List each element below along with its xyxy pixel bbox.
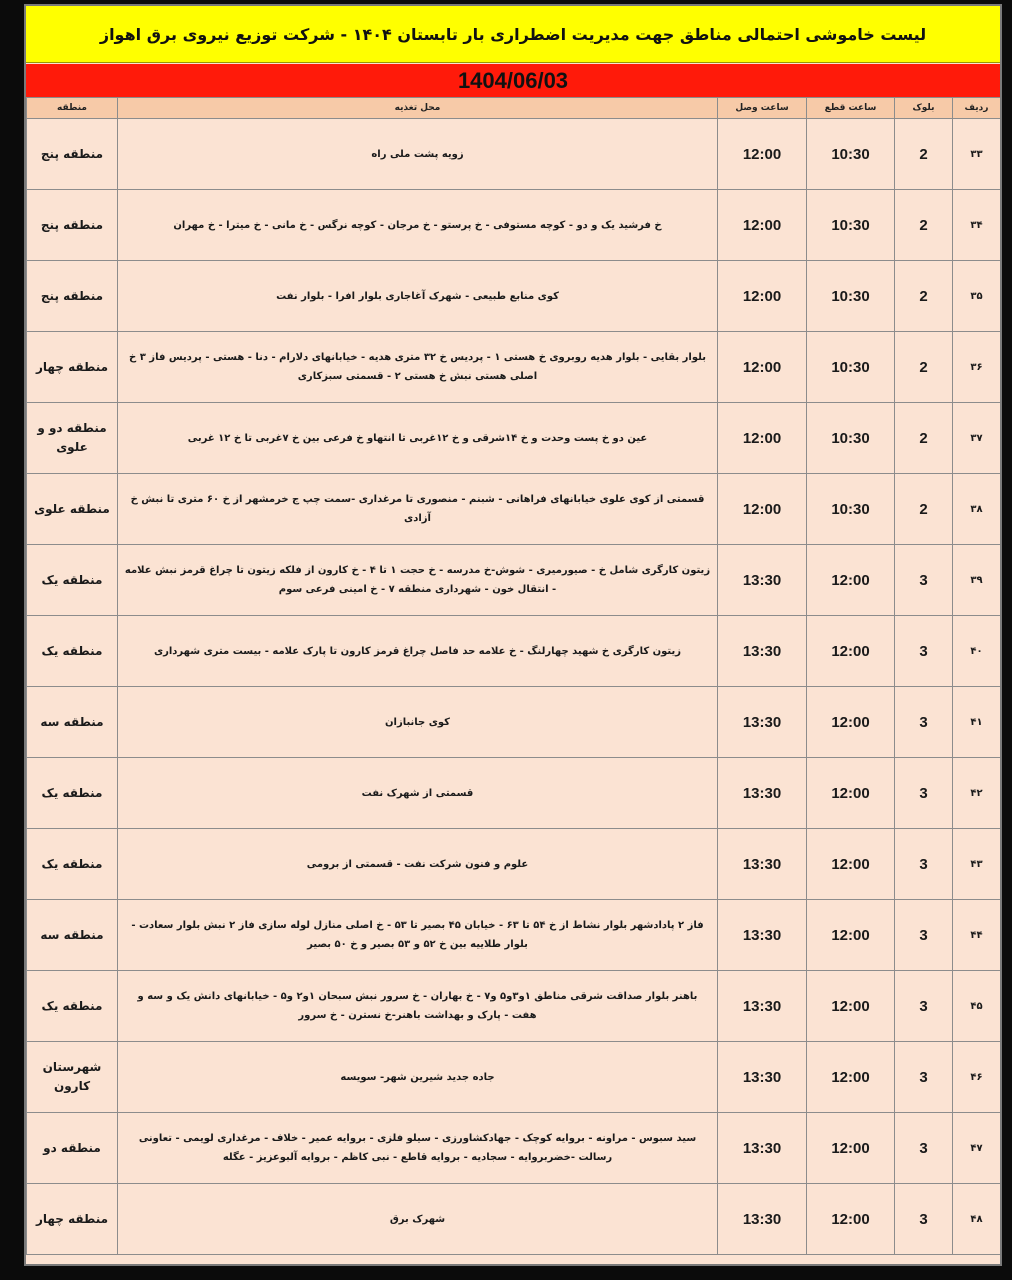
row-number-cell: ۴۸ bbox=[953, 1184, 1001, 1255]
region-cell: منطقه پنج bbox=[27, 261, 118, 332]
cut-time-cell: 10:30 bbox=[807, 261, 895, 332]
table-header-row bbox=[27, 98, 1001, 119]
row-number-cell: ۴۷ bbox=[953, 1113, 1001, 1184]
cut-time-cell: 10:30 bbox=[807, 332, 895, 403]
row-number-cell: ۳۸ bbox=[953, 474, 1001, 545]
connect-time-cell: 12:00 bbox=[718, 332, 807, 403]
row-number-cell: ۳۹ bbox=[953, 545, 1001, 616]
region-cell: منطقه پنج bbox=[27, 190, 118, 261]
feed-location-cell: جاده جدید شیرین شهر- سویسه bbox=[118, 1042, 718, 1113]
feed-location-cell: زویه پشت ملی راه bbox=[118, 119, 718, 190]
block-cell: 2 bbox=[895, 190, 953, 261]
region-cell: منطقه دو و علوی bbox=[27, 403, 118, 474]
cut-time-cell: 12:00 bbox=[807, 1113, 895, 1184]
block-cell: 2 bbox=[895, 474, 953, 545]
header-feed-location: محل تغذیه bbox=[118, 98, 718, 119]
row-number-cell: ۳۳ bbox=[953, 119, 1001, 190]
block-cell: 3 bbox=[895, 1113, 953, 1184]
connect-time-cell: 12:00 bbox=[718, 190, 807, 261]
table-row bbox=[27, 190, 1001, 261]
region-cell: منطقه چهار bbox=[27, 1184, 118, 1255]
cut-time-cell: 12:00 bbox=[807, 829, 895, 900]
cut-time-cell: 12:00 bbox=[807, 1184, 895, 1255]
connect-time-cell: 12:00 bbox=[718, 403, 807, 474]
table-row bbox=[27, 1184, 1001, 1255]
cut-time-cell: 12:00 bbox=[807, 687, 895, 758]
schedule-date: 1404/06/03 bbox=[26, 64, 1000, 97]
connect-time-cell: 13:30 bbox=[718, 829, 807, 900]
table-body bbox=[27, 119, 1001, 1255]
table-row bbox=[27, 119, 1001, 190]
block-cell: 3 bbox=[895, 758, 953, 829]
region-cell: منطقه یک bbox=[27, 829, 118, 900]
table-row bbox=[27, 1113, 1001, 1184]
region-cell: منطقه یک bbox=[27, 616, 118, 687]
table-row bbox=[27, 616, 1001, 687]
table-row bbox=[27, 545, 1001, 616]
cut-time-cell: 12:00 bbox=[807, 545, 895, 616]
block-cell: 3 bbox=[895, 971, 953, 1042]
block-cell: 2 bbox=[895, 119, 953, 190]
feed-location-cell: زیتون کارگری خ شهید چهارلنگ - خ علامه حد فاصل چراغ قرمز کارون تا پارک علامه - بیست متری شهرداری bbox=[118, 616, 718, 687]
region-cell: شهرستان کارون bbox=[27, 1042, 118, 1113]
table-row bbox=[27, 332, 1001, 403]
feed-location-cell: باهنر بلوار صداقت شرقی مناطق ۱و۳و۵ و۷ - خ بهاران - خ سرور نبش سبحان ۱و۲ و۵ - خیابانهای دانش یک و سه و هفت - پارک و بهداشت باهنر-خ نسترن - خ سرور bbox=[118, 971, 718, 1042]
row-number-cell: ۴۵ bbox=[953, 971, 1001, 1042]
region-cell: منطقه دو bbox=[27, 1113, 118, 1184]
connect-time-cell: 13:30 bbox=[718, 1113, 807, 1184]
connect-time-cell: 12:00 bbox=[718, 261, 807, 332]
table-row bbox=[27, 1042, 1001, 1113]
cut-time-cell: 10:30 bbox=[807, 190, 895, 261]
connect-time-cell: 13:30 bbox=[718, 687, 807, 758]
feed-location-cell: خ فرشید یک و دو - کوچه مستوفی - خ پرستو - خ مرجان - کوچه نرگس - خ مانی - خ میترا - خ مهران bbox=[118, 190, 718, 261]
region-cell: منطقه یک bbox=[27, 758, 118, 829]
cut-time-cell: 12:00 bbox=[807, 758, 895, 829]
connect-time-cell: 13:30 bbox=[718, 758, 807, 829]
region-cell: منطقه چهار bbox=[27, 332, 118, 403]
connect-time-cell: 12:00 bbox=[718, 474, 807, 545]
feed-location-cell: زیتون کارگری شامل خ - صیورمیری - شوش-خ مدرسه - خ حجت ۱ تا ۴ - خ کارون از فلکه زیتون تا چراغ قرمز نبش علامه - انتقال خون - شهرداری منطقه ۷ - خ امینی فرعی سوم bbox=[118, 545, 718, 616]
feed-location-cell: فاز ۲ پادادشهر بلوار نشاط از خ ۵۴ تا ۶۳ - خیابان ۴۵ بصیر تا ۵۳ - خ اصلی منازل لوله سازی فاز ۲ نبش بلوار سعادت - بلوار طلاییه بین خ ۵۲ و ۵۳ بصیر و خ ۵۰ بصیر bbox=[118, 900, 718, 971]
table-row bbox=[27, 829, 1001, 900]
block-cell: 3 bbox=[895, 829, 953, 900]
table-row bbox=[27, 758, 1001, 829]
table-row bbox=[27, 900, 1001, 971]
table-row bbox=[27, 687, 1001, 758]
table-row bbox=[27, 971, 1001, 1042]
region-cell: منطقه سه bbox=[27, 900, 118, 971]
header-block: بلوک bbox=[895, 98, 953, 119]
cut-time-cell: 10:30 bbox=[807, 119, 895, 190]
row-number-cell: ۳۵ bbox=[953, 261, 1001, 332]
connect-time-cell: 13:30 bbox=[718, 616, 807, 687]
feed-location-cell: قسمتی از شهرک نفت bbox=[118, 758, 718, 829]
feed-location-cell: کوی منابع طبیعی - شهرک آغاجاری بلوار افرا - بلوار نفت bbox=[118, 261, 718, 332]
header-connect-time: ساعت وصل bbox=[718, 98, 807, 119]
row-number-cell: ۴۱ bbox=[953, 687, 1001, 758]
row-number-cell: ۴۶ bbox=[953, 1042, 1001, 1113]
feed-location-cell: عین دو خ پست وحدت و خ ۱۴شرقی و خ ۱۲غربی تا انتهاو خ فرعی بین خ ۷غربی تا خ ۱۲ غربی bbox=[118, 403, 718, 474]
cut-time-cell: 12:00 bbox=[807, 1042, 895, 1113]
block-cell: 2 bbox=[895, 332, 953, 403]
connect-time-cell: 13:30 bbox=[718, 1184, 807, 1255]
region-cell: منطقه سه bbox=[27, 687, 118, 758]
table-row bbox=[27, 474, 1001, 545]
region-cell: منطقه یک bbox=[27, 971, 118, 1042]
document-title: لیست خاموشی احتمالی مناطق جهت مدیریت اضطراری بار تابستان ۱۴۰۴ - شرکت توزیع نیروی برق اهواز bbox=[26, 6, 1000, 63]
connect-time-cell: 13:30 bbox=[718, 1042, 807, 1113]
feed-location-cell: سید سبوس - مراونه - بروایه کوچک - جهادکشاورزی - سیلو فلزی - بروایه عمیر - خلاف - مرغداری لویمی - تعاونی رسالت -خضربروایه - سجادیه - بروایه قاطع - نبی کاظم - بروایه آلبوعزیز - عگله bbox=[118, 1113, 718, 1184]
cut-time-cell: 10:30 bbox=[807, 403, 895, 474]
feed-location-cell: قسمتی از کوی علوی خیابانهای فراهانی - شبنم - منصوری تا مرغداری -سمت چپ ج خرمشهر از خ ۶۰ متری تا نبش خ آزادی bbox=[118, 474, 718, 545]
connect-time-cell: 13:30 bbox=[718, 545, 807, 616]
cut-time-cell: 12:00 bbox=[807, 616, 895, 687]
region-cell: منطقه یک bbox=[27, 545, 118, 616]
cut-time-cell: 12:00 bbox=[807, 971, 895, 1042]
feed-location-cell: علوم و فنون شرکت نفت - قسمتی از برومی bbox=[118, 829, 718, 900]
block-cell: 3 bbox=[895, 1184, 953, 1255]
row-number-cell: ۴۲ bbox=[953, 758, 1001, 829]
outage-schedule-page bbox=[24, 4, 1002, 1266]
row-number-cell: ۳۴ bbox=[953, 190, 1001, 261]
table-row bbox=[27, 261, 1001, 332]
connect-time-cell: 12:00 bbox=[718, 119, 807, 190]
header-region: منطقه bbox=[27, 98, 118, 119]
block-cell: 2 bbox=[895, 261, 953, 332]
region-cell: منطقه پنج bbox=[27, 119, 118, 190]
cut-time-cell: 10:30 bbox=[807, 474, 895, 545]
feed-location-cell: شهرک برق bbox=[118, 1184, 718, 1255]
connect-time-cell: 13:30 bbox=[718, 900, 807, 971]
row-number-cell: ۳۷ bbox=[953, 403, 1001, 474]
header-cut-time: ساعت قطع bbox=[807, 98, 895, 119]
row-number-cell: ۴۰ bbox=[953, 616, 1001, 687]
block-cell: 3 bbox=[895, 616, 953, 687]
cut-time-cell: 12:00 bbox=[807, 900, 895, 971]
connect-time-cell: 13:30 bbox=[718, 971, 807, 1042]
feed-location-cell: کوی جانبازان bbox=[118, 687, 718, 758]
row-number-cell: ۴۴ bbox=[953, 900, 1001, 971]
feed-location-cell: بلوار بقایی - بلوار هدیه روبروی خ هستی ۱ - پردیس خ ۳۲ متری هدیه - خیابانهای دلارام - دنا - هستی - پردیس فاز ۳ خ اصلی هستی نبش خ هستی ۲ - قسمتی سبزکاری bbox=[118, 332, 718, 403]
block-cell: 3 bbox=[895, 900, 953, 971]
region-cell: منطقه علوی bbox=[27, 474, 118, 545]
row-number-cell: ۴۳ bbox=[953, 829, 1001, 900]
block-cell: 2 bbox=[895, 403, 953, 474]
block-cell: 3 bbox=[895, 687, 953, 758]
block-cell: 3 bbox=[895, 545, 953, 616]
block-cell: 3 bbox=[895, 1042, 953, 1113]
header-row-number: ردیف bbox=[953, 98, 1001, 119]
outage-table bbox=[26, 97, 1001, 1255]
table-row bbox=[27, 403, 1001, 474]
row-number-cell: ۳۶ bbox=[953, 332, 1001, 403]
